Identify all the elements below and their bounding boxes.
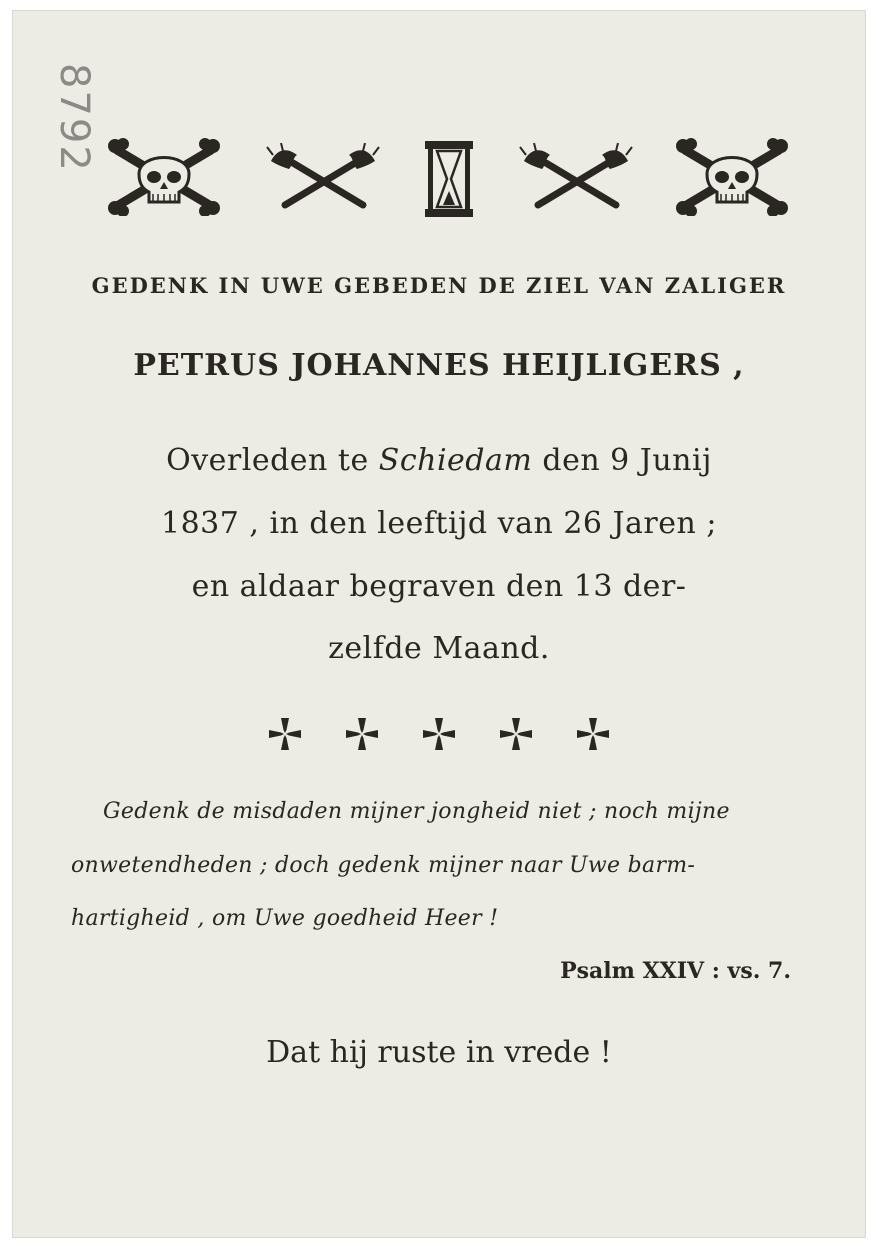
skull-crossbones-icon (105, 136, 223, 220)
death-notice-line-4: zelfde Maand. (328, 631, 550, 666)
inventory-number: 8792 (51, 63, 97, 173)
deceased-name: PETRUS JOHANNES HEIJLIGERS , (133, 348, 745, 383)
cross-pattee-icon (345, 717, 379, 751)
psalm-reference: Psalm XXIV : vs. 7. (560, 958, 791, 984)
place-name: Schiedam (378, 443, 533, 478)
cross-pattee-icon (422, 717, 456, 751)
closing-line: Dat hij ruste in vrede ! (266, 1035, 612, 1070)
prayer-request-header: GEDENK IN UWE GEBEDEN DE ZIEL VAN ZALIGER (91, 273, 787, 298)
verse-line-2: onwetendheden ; doch gedenk mijner naar Uwe barm- (71, 853, 696, 878)
crossed-torches-icon (263, 143, 383, 217)
verse-line-3: hartigheid , om Uwe goedheid Heer ! (71, 906, 499, 931)
crossed-torches-icon (516, 143, 636, 217)
cross-divider (13, 717, 865, 751)
death-notice-date: den 9 Junij (532, 443, 712, 478)
death-notice-line-3: en aldaar begraven den 13 der- (191, 569, 687, 604)
skull-crossbones-icon (673, 136, 791, 220)
cross-pattee-icon (499, 717, 533, 751)
hourglass-icon (423, 139, 475, 223)
death-notice-text: Overleden te (166, 443, 379, 478)
death-notice-line-1 (13, 443, 865, 478)
verse-line-1: Gedenk de misdaden mijner jongheid niet ; noch mijne (103, 799, 730, 824)
cross-pattee-icon (576, 717, 610, 751)
death-notice-line-2: 1837 , in den leeftijd van 26 Jaren ; (161, 506, 717, 541)
memorial-card (12, 10, 866, 1238)
cross-pattee-icon (268, 717, 302, 751)
